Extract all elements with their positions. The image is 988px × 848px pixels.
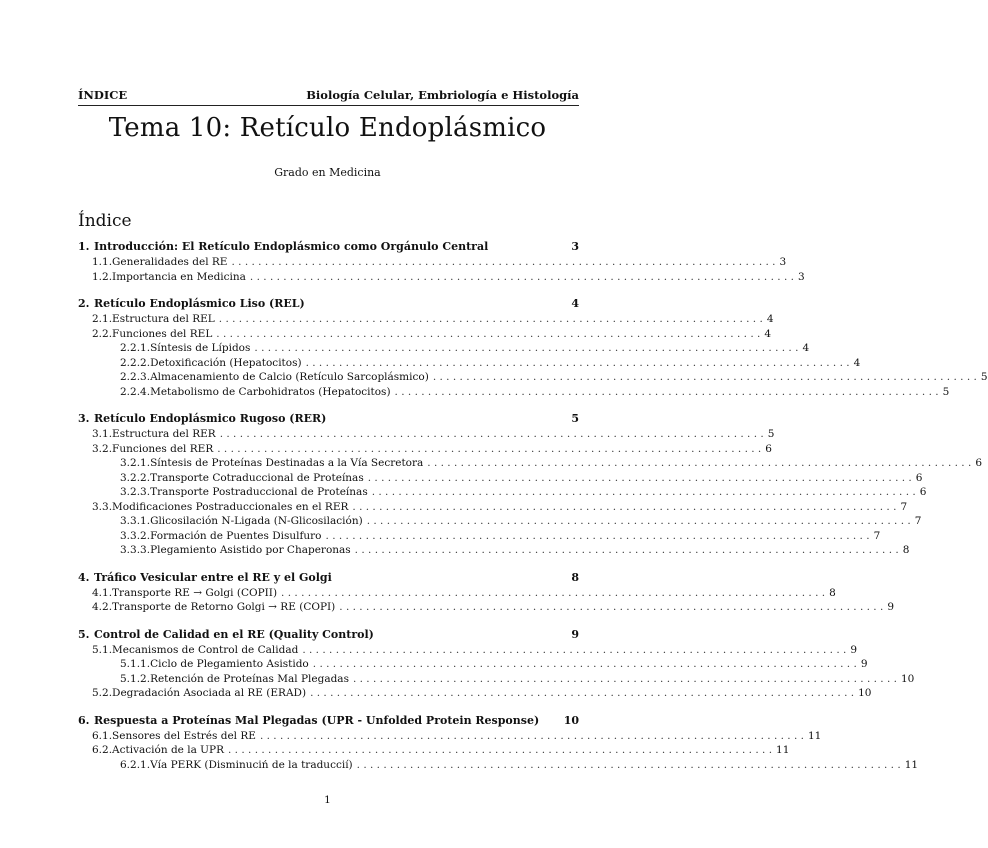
dot-leader (372, 486, 916, 498)
toc-entry-title: Metabolismo de Carbohidratos (Hepatocitos) (150, 385, 391, 398)
toc-entry-number: 3.3.1. (120, 515, 151, 527)
dot-leader (302, 644, 846, 656)
toc-section (78, 570, 894, 616)
toc-entry[interactable] (78, 471, 923, 487)
toc-entry-page: 9 (887, 601, 894, 613)
toc-entry-page: 6 (975, 457, 982, 469)
toc-entry-number: 3.3.2. (120, 529, 151, 542)
dot-leader (357, 759, 901, 771)
toc-entry-page: 9 (850, 643, 858, 656)
toc-entry-title: Formación de Puentes Disulfuro (150, 529, 322, 542)
toc-entry-number: 3.2.1. (120, 457, 151, 469)
toc-entry-page: 5 (942, 385, 950, 398)
toc-entry[interactable] (78, 744, 790, 759)
toc-entry-page: 6 (765, 442, 772, 455)
toc-entry-page: 6 (919, 486, 927, 498)
toc-entry-page: 4 (571, 297, 579, 310)
toc-entry-page: 4 (766, 313, 774, 325)
toc-entry-number: 6.2. (92, 744, 113, 756)
toc-entry-number: 3.2. (92, 442, 113, 455)
toc-entry-page: 7 (900, 500, 908, 513)
toc-entry-page: 7 (914, 515, 922, 527)
toc-entry-page: 3 (571, 240, 579, 253)
toc-section-entry[interactable] (78, 240, 579, 256)
toc-entry-number: 4. (78, 570, 90, 584)
toc-entry-title: Transporte Postraduccional de Proteínas (150, 486, 368, 498)
toc-entry-page: 4 (853, 356, 861, 369)
dot-leader (355, 544, 899, 556)
toc-entry[interactable] (78, 643, 858, 659)
dot-leader (310, 687, 854, 699)
toc-entry-number: 6.2.1. (120, 758, 151, 771)
toc-entry-page: 8 (571, 570, 579, 584)
page-number: 1 (324, 794, 331, 806)
toc-entry-page: 7 (873, 529, 881, 542)
toc-entry-number: 5. (78, 627, 90, 641)
toc-entry[interactable] (78, 515, 922, 530)
toc-entry[interactable] (78, 270, 805, 286)
toc-entry-title: Importancia en Medicina (112, 270, 246, 283)
toc-entry-title: Degradación Asociada al RE (ERAD) (112, 687, 307, 699)
toc-section (78, 240, 805, 285)
dot-leader (231, 256, 775, 268)
toc-entry-page: 5 (980, 371, 988, 383)
table-of-contents (78, 240, 988, 785)
toc-entry-page: 3 (797, 270, 805, 283)
dot-leader (250, 271, 794, 283)
running-header-right: Biología Celular, Embriología e Histología (306, 88, 579, 102)
toc-entry-page: 8 (829, 586, 836, 599)
toc-entry-title: Plegamiento Asistido por Chaperonas (150, 544, 351, 556)
dot-leader (353, 673, 897, 685)
toc-entry-number: 5.1. (92, 643, 113, 656)
toc-entry[interactable] (78, 442, 772, 458)
toc-entry-number: 3.2.3. (120, 486, 151, 498)
running-header (78, 88, 579, 106)
toc-entry-title: Transporte de Retorno Golgi → RE (COPI) (112, 601, 336, 613)
toc-entry-page: 5 (571, 412, 579, 425)
toc-entry-number: 1.2. (92, 270, 113, 283)
toc-entry-title: Detoxificación (Hepatocitos) (150, 356, 302, 369)
toc-entry-page: 9 (571, 627, 579, 641)
toc-entry-page: 10 (901, 672, 915, 685)
toc-entry-page: 9 (860, 658, 868, 670)
dot-leader (395, 386, 939, 398)
toc-section (78, 412, 982, 559)
toc-entry-number: 2.2.3. (120, 371, 151, 383)
dot-leader (306, 357, 850, 369)
toc-entry-number: 6.1. (92, 729, 113, 742)
toc-entry-number: 3.3. (92, 500, 113, 513)
toc-section (78, 627, 915, 702)
toc-entry-page: 10 (858, 687, 872, 699)
toc-entry-title: Sensores del Estrés del RE (112, 729, 256, 742)
toc-entry-number: 5.1.2. (120, 672, 151, 685)
toc-entry-title: Estructura del REL (112, 313, 215, 325)
dot-leader (427, 457, 971, 469)
document-subtitle: Grado en Medicina (274, 166, 381, 179)
dot-leader (260, 730, 804, 742)
toc-entry-title: Vía PERK (Disminuciń de la traduccií) (150, 758, 353, 771)
running-header-left: ÍNDICE (78, 88, 128, 102)
toc-entry[interactable] (78, 428, 775, 443)
toc-entry[interactable] (78, 687, 872, 702)
toc-entry-title: Síntesis de Lípidos (150, 342, 251, 354)
toc-entry-number: 3. (78, 412, 90, 425)
toc-section (78, 713, 919, 774)
toc-entry[interactable] (78, 601, 894, 616)
toc-entry-page: 5 (767, 428, 775, 440)
toc-entry-title: Transporte Cotraduccional de Proteínas (150, 471, 364, 484)
toc-entry-title: Funciones del RER (112, 442, 214, 455)
dot-leader (313, 658, 857, 670)
toc-entry-title: Respuesta a Proteínas Mal Plegadas (UPR - Unfolded Protein Response) (94, 713, 540, 727)
toc-entry-title: Generalidades del RE (112, 256, 228, 268)
toc-entry[interactable] (78, 500, 908, 516)
dot-leader (254, 342, 798, 354)
toc-section-entry[interactable] (78, 297, 579, 313)
toc-entry[interactable] (78, 672, 915, 688)
dot-leader (339, 601, 883, 613)
toc-entry-number: 2.2.4. (120, 385, 151, 398)
toc-entry-number: 3.1. (92, 428, 113, 440)
toc-entry-page: 11 (776, 744, 790, 756)
toc-section-entry[interactable] (78, 714, 579, 730)
toc-entry-title: Mecanismos de Control de Calidad (112, 643, 299, 656)
toc-entry-number: 4.1. (92, 586, 113, 599)
toc-entry-title: Ciclo de Plegamiento Asistido (150, 658, 309, 670)
toc-entry-title: Modificaciones Postraduccionales en el RER (112, 500, 349, 513)
toc-entry[interactable] (78, 658, 868, 673)
toc-entry[interactable] (78, 586, 836, 602)
dot-leader (368, 472, 912, 484)
dot-leader (219, 313, 763, 325)
dot-leader (220, 428, 764, 440)
toc-entry-title: Retículo Endoplásmico Rugoso (RER) (94, 412, 327, 425)
toc-entry-title: Retención de Proteínas Mal Plegadas (150, 672, 349, 685)
dot-leader (326, 530, 870, 542)
toc-entry[interactable] (78, 544, 910, 559)
toc-section-entry[interactable] (78, 412, 579, 428)
toc-entry-page: 4 (802, 342, 810, 354)
toc-section-entry[interactable] (78, 628, 579, 644)
toc-entry-number: 2.2. (92, 327, 113, 340)
toc-entry-page: 11 (808, 729, 822, 742)
toc-entry-title: Activación de la UPR (112, 744, 224, 756)
toc-entry-page: 6 (915, 471, 923, 484)
toc-entry[interactable] (78, 486, 927, 501)
toc-entry[interactable] (78, 256, 787, 271)
dot-leader (433, 371, 977, 383)
toc-entry-number: 3.3.3. (120, 544, 151, 556)
toc-entry-number: 2.2.1. (120, 342, 151, 354)
toc-entry-title: Estructura del RER (112, 428, 216, 440)
toc-entry-title: Almacenamiento de Calcio (Retículo Sarcoplásmico) (150, 371, 429, 383)
toc-section (78, 297, 988, 400)
dot-leader (367, 515, 911, 527)
toc-heading: Índice (78, 211, 132, 231)
toc-entry[interactable] (78, 313, 774, 328)
toc-entry-page: 4 (764, 327, 772, 340)
dot-leader (216, 328, 760, 340)
toc-entry-page: 8 (902, 544, 910, 556)
toc-entry-title: Glicosilación N-Ligada (N-Glicosilación) (150, 515, 363, 527)
toc-entry-number: 6. (78, 713, 90, 727)
toc-entry[interactable] (78, 371, 988, 386)
dot-leader (352, 501, 896, 513)
toc-entry[interactable] (78, 457, 982, 472)
toc-entry-number: 2.2.2. (120, 356, 151, 369)
toc-entry-title: Introducción: El Retículo Endoplásmico como Orgánulo Central (94, 240, 489, 253)
toc-entry-number: 4.2. (92, 601, 113, 613)
dot-leader (281, 587, 825, 599)
toc-entry[interactable] (78, 356, 861, 372)
toc-entry-number: 2. (78, 297, 90, 310)
toc-entry-title: Tráfico Vesicular entre el RE y el Golgi (94, 570, 332, 584)
toc-entry-number: 2.1. (92, 313, 113, 325)
toc-entry-page: 10 (563, 713, 579, 727)
toc-entry-title: Control de Calidad en el RE (Quality Control) (94, 627, 374, 641)
toc-entry-number: 1. (78, 240, 90, 253)
toc-entry[interactable] (78, 342, 810, 357)
toc-entry-title: Transporte RE → Golgi (COPII) (112, 586, 278, 599)
toc-entry[interactable] (78, 529, 881, 545)
toc-entry-number: 5.1.1. (120, 658, 151, 670)
toc-entry[interactable] (78, 385, 950, 401)
toc-entry[interactable] (78, 327, 772, 343)
toc-entry-number: 5.2. (92, 687, 113, 699)
toc-entry[interactable] (78, 729, 822, 745)
toc-entry-title: Retículo Endoplásmico Liso (REL) (94, 297, 305, 310)
toc-entry-page: 11 (904, 758, 919, 771)
document-title: Tema 10: Retículo Endoplásmico (108, 113, 547, 143)
toc-section-entry[interactable] (78, 571, 579, 587)
dot-leader (217, 443, 761, 455)
toc-entry-number: 1.1. (92, 256, 113, 268)
toc-entry-title: Funciones del REL (112, 327, 213, 340)
toc-entry-page: 3 (779, 256, 787, 268)
dot-leader (228, 744, 772, 756)
toc-entry-title: Síntesis de Proteínas Destinadas a la Vía Secretora (150, 457, 424, 469)
toc-entry-number: 3.2.2. (120, 471, 151, 484)
toc-entry[interactable] (78, 758, 919, 774)
